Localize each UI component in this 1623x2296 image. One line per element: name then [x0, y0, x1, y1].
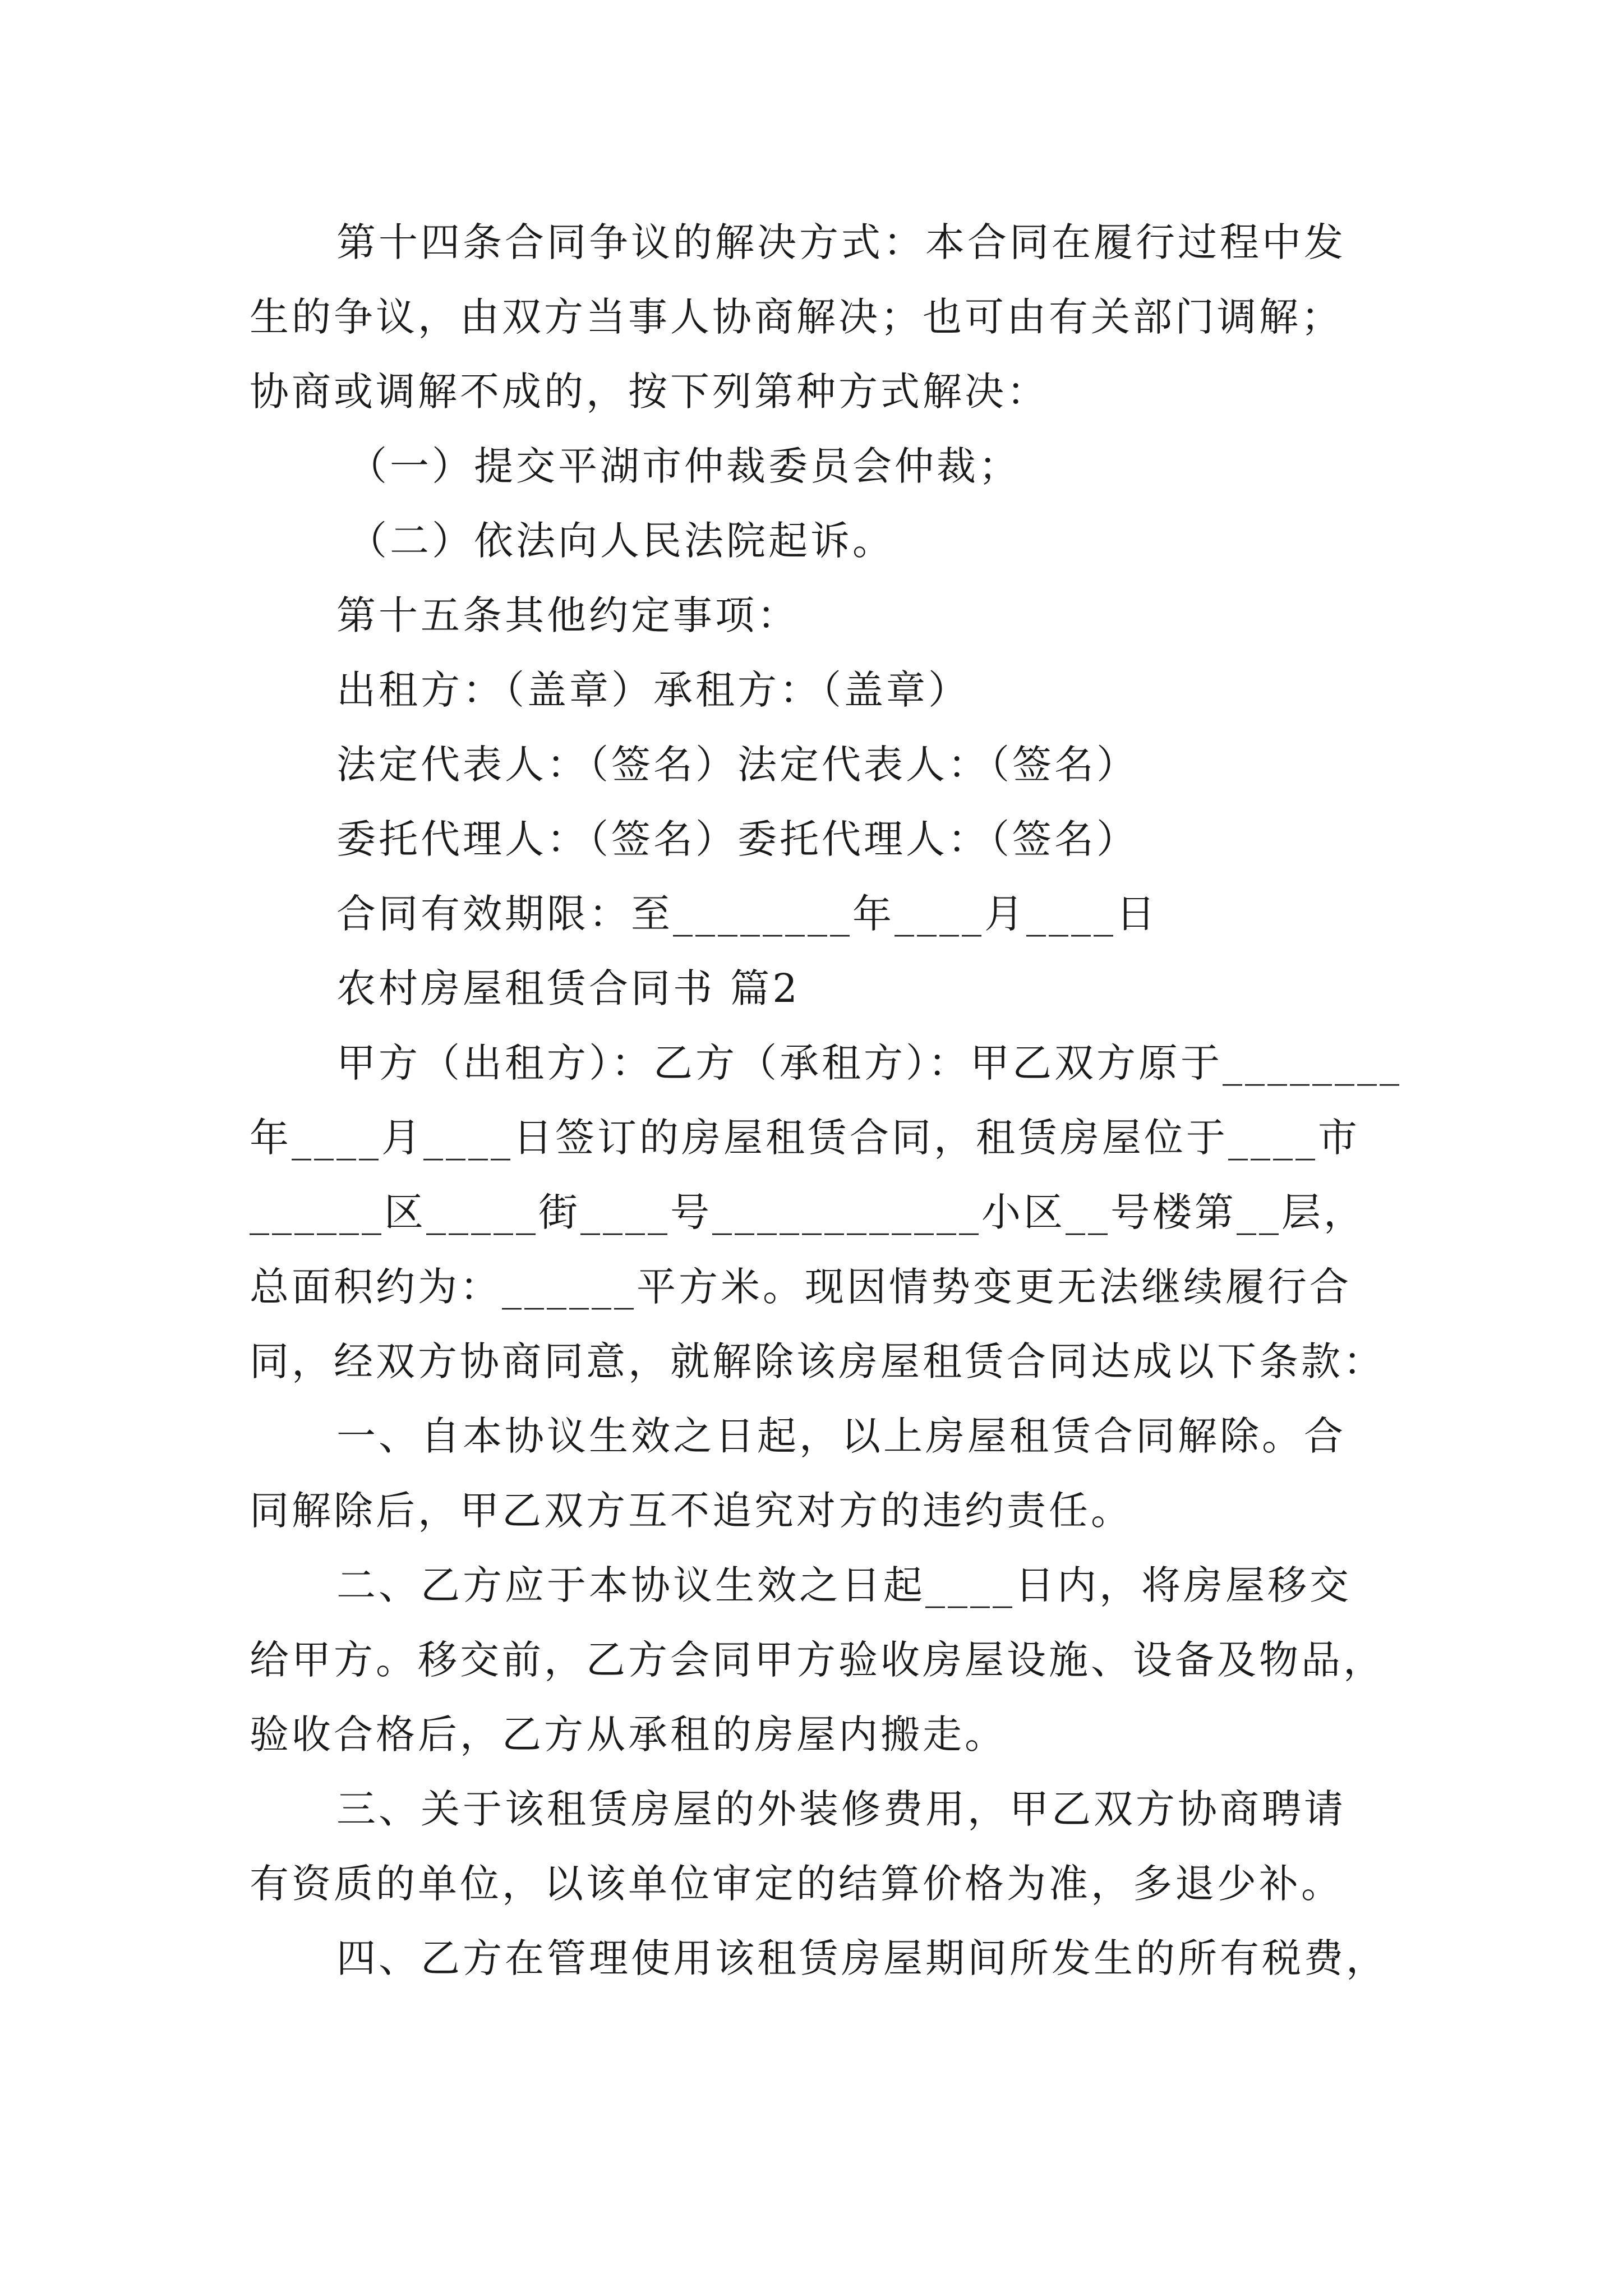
- paragraph-line: 总面积约为：______平方米。现因情势变更无法继续履行合: [250, 1264, 1352, 1310]
- paragraph-line: 第十四条合同争议的解决方式：本合同在履行过程中发: [336, 219, 1346, 265]
- paragraph-line: 甲方（出租方）：乙方（承租方）：甲乙双方原于________: [336, 1040, 1402, 1086]
- paragraph-line: 有资质的单位，以该单位审定的结算价格为准，多退少补。: [250, 1861, 1343, 1907]
- paragraph-line: 三、关于该租赁房屋的外装修费用，甲乙双方协商聘请: [336, 1786, 1346, 1832]
- paragraph-line: 二、乙方应于本协议生效之日起____日内，将房屋移交: [336, 1562, 1352, 1608]
- paragraph-line: ______区_____街____号____________小区__号楼第__层，: [250, 1189, 1366, 1235]
- paragraph-line: 第十五条其他约定事项：: [336, 592, 799, 638]
- paragraph-line: 年____月____日签订的房屋租赁合同，租赁房屋位于____市: [250, 1115, 1360, 1161]
- paragraph-line: （二）依法向人民法院起诉。: [348, 518, 895, 564]
- paragraph-line: （一）提交平湖市仲裁委员会仲裁；: [348, 443, 1021, 489]
- paragraph-line: 一、自本协议生效之日起，以上房屋租赁合同解除。合: [336, 1413, 1346, 1459]
- paragraph-line: 同，经双方协商同意，就解除该房屋租赁合同达成以下条款：: [250, 1338, 1385, 1384]
- paragraph-line: 合同有效期限：至________年____月____日: [336, 891, 1158, 937]
- paragraph-line: 法定代表人：（签名）法定代表人：（签名）: [336, 742, 1138, 788]
- paragraph-line: 生的争议，由双方当事人协商解决；也可由有关部门调解；: [250, 294, 1343, 340]
- paragraph-line: 委托代理人：（签名）委托代理人：（签名）: [336, 816, 1138, 862]
- paragraph-line: 验收合格后，乙方从承租的房屋内搬走。: [250, 1711, 1007, 1757]
- paragraph-line: 协商或调解不成的，按下列第种方式解决：: [250, 369, 1049, 415]
- paragraph-line: 四、乙方在管理使用该租赁房屋期间所发生的所有税费，: [336, 1935, 1388, 1981]
- paragraph-line: 出租方：（盖章）承租方：（盖章）: [336, 667, 970, 713]
- section-heading: 农村房屋租赁合同书 篇2: [336, 965, 800, 1011]
- paragraph-line: 给甲方。移交前，乙方会同甲方验收房屋设施、设备及物品，: [250, 1637, 1385, 1683]
- paragraph-line: 同解除后，甲乙双方互不追究对方的违约责任。: [250, 1488, 1133, 1534]
